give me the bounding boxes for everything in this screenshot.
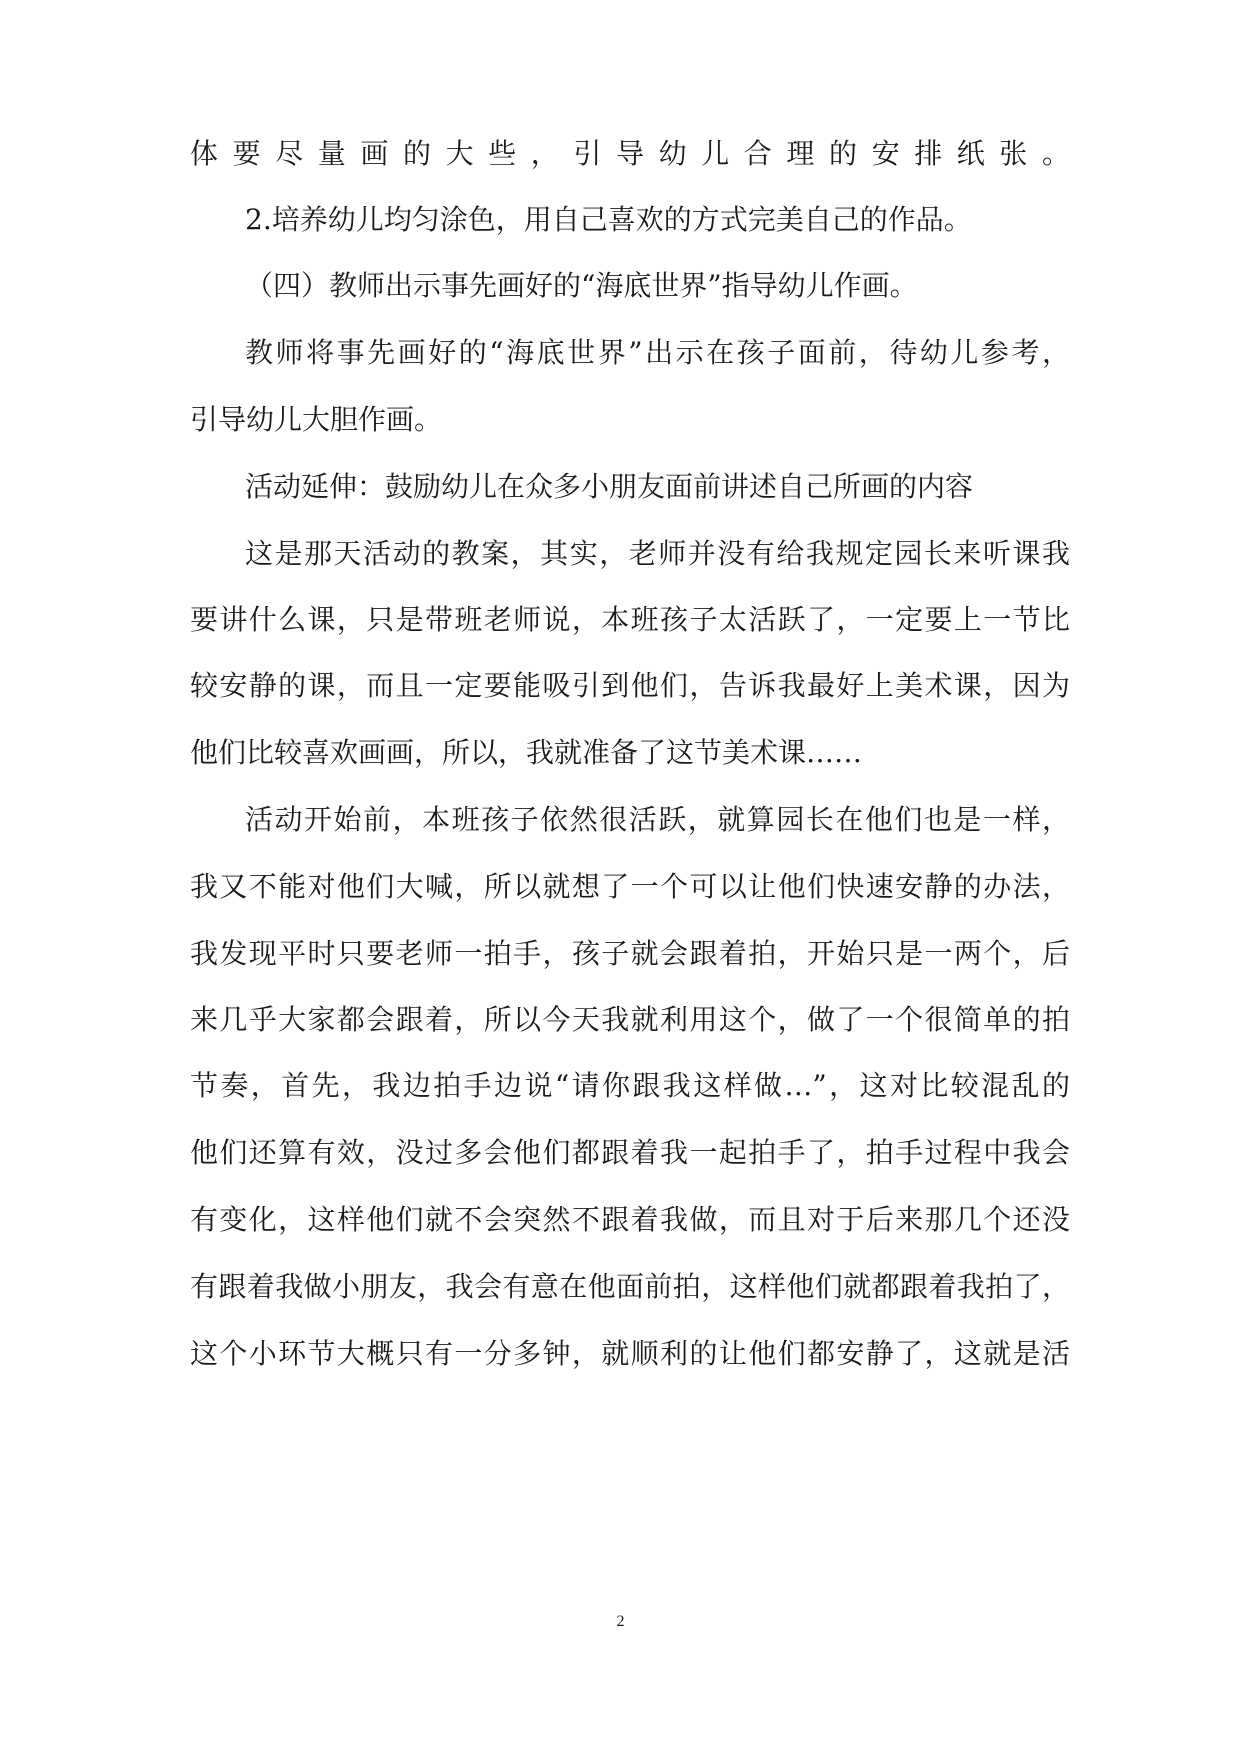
text-line: 这个小环节大概只有一分多钟，就顺利的让他们都安静了，这就是活: [190, 1337, 1070, 1370]
text-line: 教师将事先画好的“海底世界”出示在孩子面前，待幼儿参考，: [245, 336, 1070, 369]
text-line: 较安静的课，而且一定要能吸引到他们，告诉我最好上美术课，因为: [190, 669, 1070, 702]
text-line: 有变化，这样他们就不会突然不跟着我做，而且对于后来那几个还没: [190, 1203, 1070, 1236]
text-line: 要讲什么课，只是带班老师说，本班孩子太活跃了，一定要上一节比: [190, 603, 1070, 636]
text-line: 2.培养幼儿均匀涂色，用自己喜欢的方式完美自己的作品。: [245, 203, 972, 236]
page-number: 2: [616, 1613, 625, 1630]
text-line: （四）教师出示事先画好的“海底世界”指导幼儿作画。: [245, 269, 918, 302]
text-line: 有跟着我做小朋友，我会有意在他面前拍，这样他们就都跟着我拍了，: [190, 1270, 1070, 1303]
text-line: 活动延伸：鼓励幼儿在众多小朋友面前讲述自己所画的内容: [245, 470, 974, 503]
text-line: 节奏，首先，我边拍手边说“请你跟我这样做…”，这对比较混乱的: [190, 1069, 1070, 1102]
text-line: 体要尽量画的大些，引导幼儿合理的安排纸张。: [190, 137, 1070, 170]
text-line: 活动开始前，本班孩子依然很活跃，就算园长在他们也是一样，: [245, 803, 1070, 836]
text-line: 我发现平时只要老师一拍手，孩子就会跟着拍，开始只是一两个，后: [190, 937, 1070, 970]
text-line: 他们还算有效，没过多会他们都跟着我一起拍手了，拍手过程中我会: [190, 1136, 1070, 1169]
text-line: 他们比较喜欢画画，所以，我就准备了这节美术课……: [190, 736, 863, 769]
text-line: 来几乎大家都会跟着，所以今天我就利用这个，做了一个很简单的拍: [190, 1003, 1070, 1036]
text-line: 这是那天活动的教案，其实，老师并没有给我规定园长来听课我: [245, 537, 1070, 570]
text-line: 我又不能对他们大喊，所以就想了一个可以让他们快速安静的办法，: [190, 870, 1070, 903]
text-line: 引导幼儿大胆作画。: [190, 403, 443, 436]
